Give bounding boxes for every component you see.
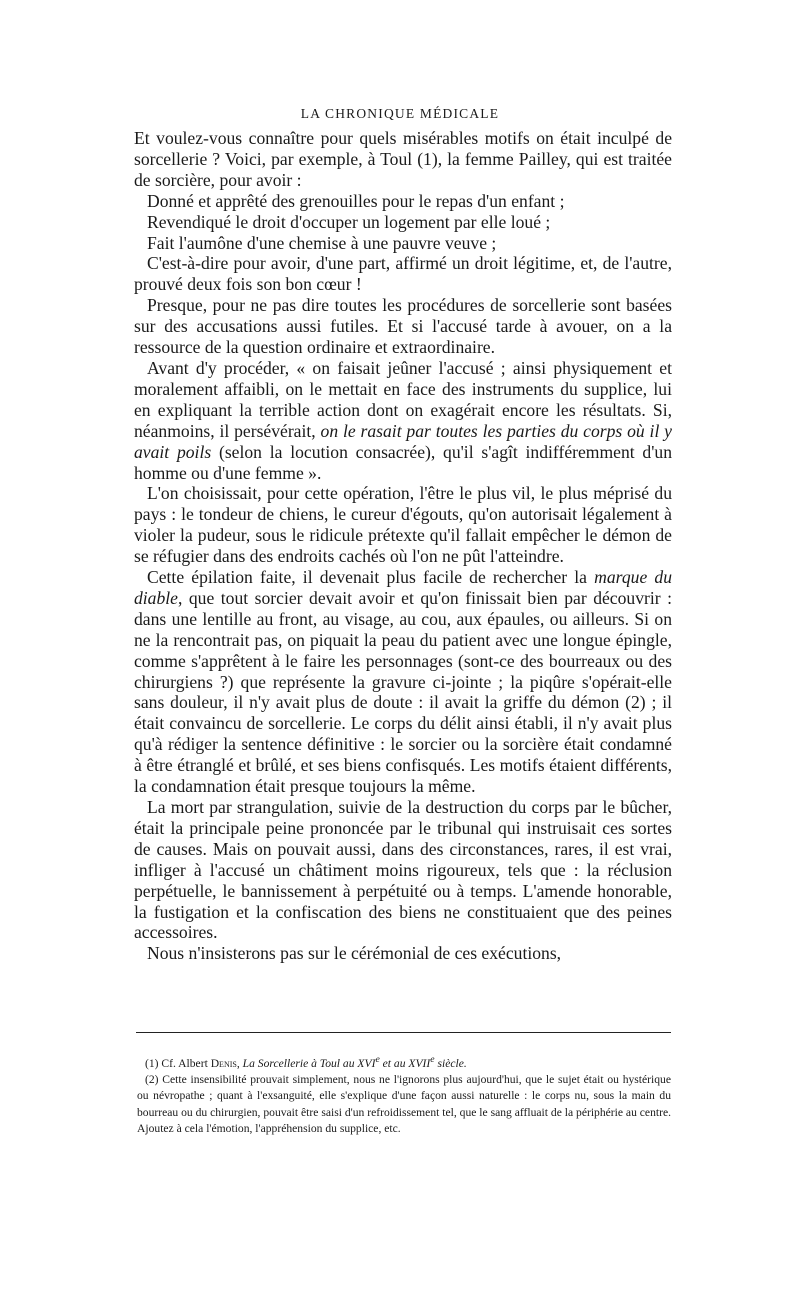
text-run: (selon la locution consacrée), qu'il s'agît indifféremment d'un homme ou d'une femme ». bbox=[134, 441, 672, 483]
paragraph-devil-mark bbox=[134, 567, 672, 797]
paragraph-ceremonial: Nous n'insisterons pas sur le cérémonial de ces exécutions, bbox=[147, 943, 562, 964]
text-run: Cette épilation faite, il devenait plus facile de rechercher la bbox=[147, 567, 595, 588]
paragraph-procedures: Presque, pour ne pas dire toutes les procédures de sorcellerie sont basées sur des accusations aussi futiles. Et si l'accusé tarde à avouer, on a la ressource de la question ordinaire et extraordinaire. bbox=[134, 295, 672, 358]
text-run: et au XVII bbox=[379, 1056, 431, 1070]
superscript: e bbox=[375, 1054, 380, 1065]
text-run: , que tout sorcier devait avoir et qu'on finissait bien par découvrir : dans une lentille au front, au visage, au cou, aux épaules, ou ailleurs. Si on ne la rencontrait pas, on piquait la peau du patient avec une longue épingle, comme s'apprêtent à le faire les personnages (sont-ce des bourreaux ou des chirurgiens ?) que représente la gravure ci-jointe ; la piqûre s'opérait-elle sans douleur, il n'y avait plus de doute : il avait la griffe du démon (2) ; il était convaincu de sorcellerie. Le corps du délit ainsi établi, il n'y avait plus qu'à rédiger la sentence définitive : le sorcier ou la sorcière était condamné à être étranglé et brûlé, et ses biens confisqués. Les motifs étaient différents, la condamnation était presque toujours la même. bbox=[134, 587, 672, 797]
paragraph-reason-2: Revendiqué le droit d'occuper un logement par elle loué ; bbox=[147, 211, 551, 232]
footnote-2: (2) Cette insensibilité prouvait simplement, nous ne l'ignorons plus aujourd'hui, que le sujet était ou hystérique ou névropathe ; quant à l'exsanguité, elle s'explique d'une façon aussi naturelle : le corps nu, sous la main du bourreau ou du chirurgien, pouvait être saisi d'un refroidissement tel, que le sang affluait de la périphérie au centre. Ajoutez à cela l'émotion, l'appréhension du supplice, etc. bbox=[137, 1073, 671, 1136]
paragraph-penalty: La mort par strangulation, suivie de la destruction du corps par le bûcher, était la principale peine prononcée par le tribunal qui instruisait ces sortes de causes. Mais on pouvait aussi, dans des circonstances, rares, il est vrai, infliger à l'accusé un châtiment moins rigoureux, tels que : la réclusion perpétuelle, le bannissement à perpétuité ou à temps. L'amende honorable, la fustigation et la confiscation des biens ne constituaient que des peines accessoires. bbox=[134, 797, 672, 943]
footnote-1 bbox=[137, 1052, 671, 1072]
paragraph-reason-1: Donné et apprêté des grenouilles pour le repas d'un enfant ; bbox=[147, 190, 565, 211]
italic-phrase: on le rasait par toutes les parties du corps où il y avait poils bbox=[134, 420, 672, 462]
footnote-rule bbox=[136, 1032, 671, 1033]
author-name: Denis bbox=[210, 1056, 237, 1070]
text-run: siècle. bbox=[434, 1056, 467, 1070]
main-text bbox=[134, 128, 672, 964]
paragraph-reason-3: Fait l'aumône d'une chemise à une pauvre veuve ; bbox=[147, 232, 497, 253]
text-run: La Sorcellerie à Toul au XVI bbox=[242, 1056, 376, 1070]
footnotes bbox=[137, 1052, 671, 1137]
paragraph-conclusion: C'est-à-dire pour avoir, d'une part, affirmé un droit légitime, et, de l'autre, prouvé deux fois son bon cœur ! bbox=[134, 253, 672, 295]
paragraph-intro: Et voulez-vous connaître pour quels misérables motifs on était inculpé de sorcellerie ? Voici, par exemple, à Toul (1), la femme Pailley, qui est traitée de sorcière, pour avoir : bbox=[134, 128, 672, 190]
text-run: Avant d'y procéder, « on faisait jeûner l'accusé ; ainsi physiquement et moralement affaibli, on le mettait en face des instruments du supplice, lui en expliquant la terrible action dont on exagérait encore les résultats. Si, néanmoins, il persévérait, bbox=[134, 357, 672, 441]
paragraph-operation: L'on choisissait, pour cette opération, l'être le plus vil, le plus méprisé du pays : le tondeur de chiens, le cureur d'égouts, qu'on autorisait légalement à violer la pudeur, sous le ridicule prétexte qu'il fallait empêcher le démon de se réfugier dans des endroits cachés où l'on ne pût l'atteindre. bbox=[134, 483, 672, 567]
book-title bbox=[242, 1054, 467, 1070]
running-head: LA CHRONIQUE MÉDICALE bbox=[300, 106, 500, 121]
italic-phrase: marque du diable bbox=[134, 567, 673, 608]
superscript: e bbox=[430, 1054, 435, 1065]
text-run: , bbox=[236, 1056, 243, 1070]
paragraph-question bbox=[134, 358, 672, 483]
text-run: (1) Cf. Albert bbox=[145, 1056, 211, 1070]
